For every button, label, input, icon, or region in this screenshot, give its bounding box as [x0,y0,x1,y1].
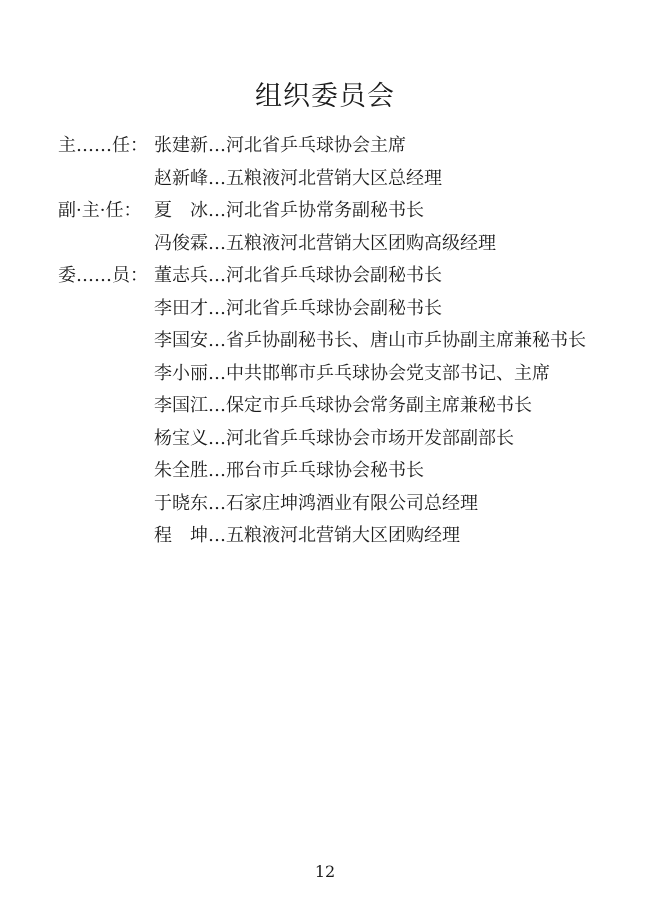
page-number: 12 [314,862,336,881]
member-entry: 赵新峰…五粮液河北营销大区总经理 [154,167,442,189]
member-entry: 程 坤…五粮液河北营销大区团购经理 [154,525,460,546]
roster-row [58,392,638,425]
roster-row [58,327,638,360]
roster-row [58,262,638,295]
page-title: 组织委员会 [255,81,395,112]
roster-row [58,360,638,393]
member-entry: 朱全胜…邢台市乒乓球协会秘书长 [154,460,424,481]
member-entry: 张建新…河北省乒乓球协会主席 [154,135,406,156]
member-entry: 李国安…省乒协副秘书长、唐山市乒协副主席兼秘书长 [154,330,586,351]
roster-row [58,490,638,523]
roster-row [58,457,638,490]
role-label: 副·主·任： [58,200,142,221]
roster-row [58,132,638,165]
roster-row [58,295,638,328]
committee-roster [58,132,638,555]
roster-row [58,230,638,263]
member-entry: 杨宝义…河北省乒乓球协会市场开发部副部长 [154,427,514,449]
member-entry: 夏 冰…河北省乒协常务副秘书长 [154,200,424,221]
member-entry: 李田才…河北省乒乓球协会副秘书长 [154,297,442,319]
member-entry: 董志兵…河北省乒乓球协会副秘书长 [154,265,442,286]
role-label: 主……任： [58,135,148,156]
role-label: 委……员： [58,265,148,286]
member-entry: 冯俊霖…五粮液河北营销大区团购高级经理 [154,232,496,254]
roster-row [58,165,638,198]
roster-row [58,197,638,230]
member-entry: 李国江…保定市乒乓球协会常务副主席兼秘书长 [154,395,532,416]
member-entry: 李小丽…中共邯郸市乒乓球协会党支部书记、主席 [154,362,550,384]
member-entry: 于晓东…石家庄坤鸿酒业有限公司总经理 [154,492,478,514]
roster-row [58,425,638,458]
roster-row [58,522,638,555]
